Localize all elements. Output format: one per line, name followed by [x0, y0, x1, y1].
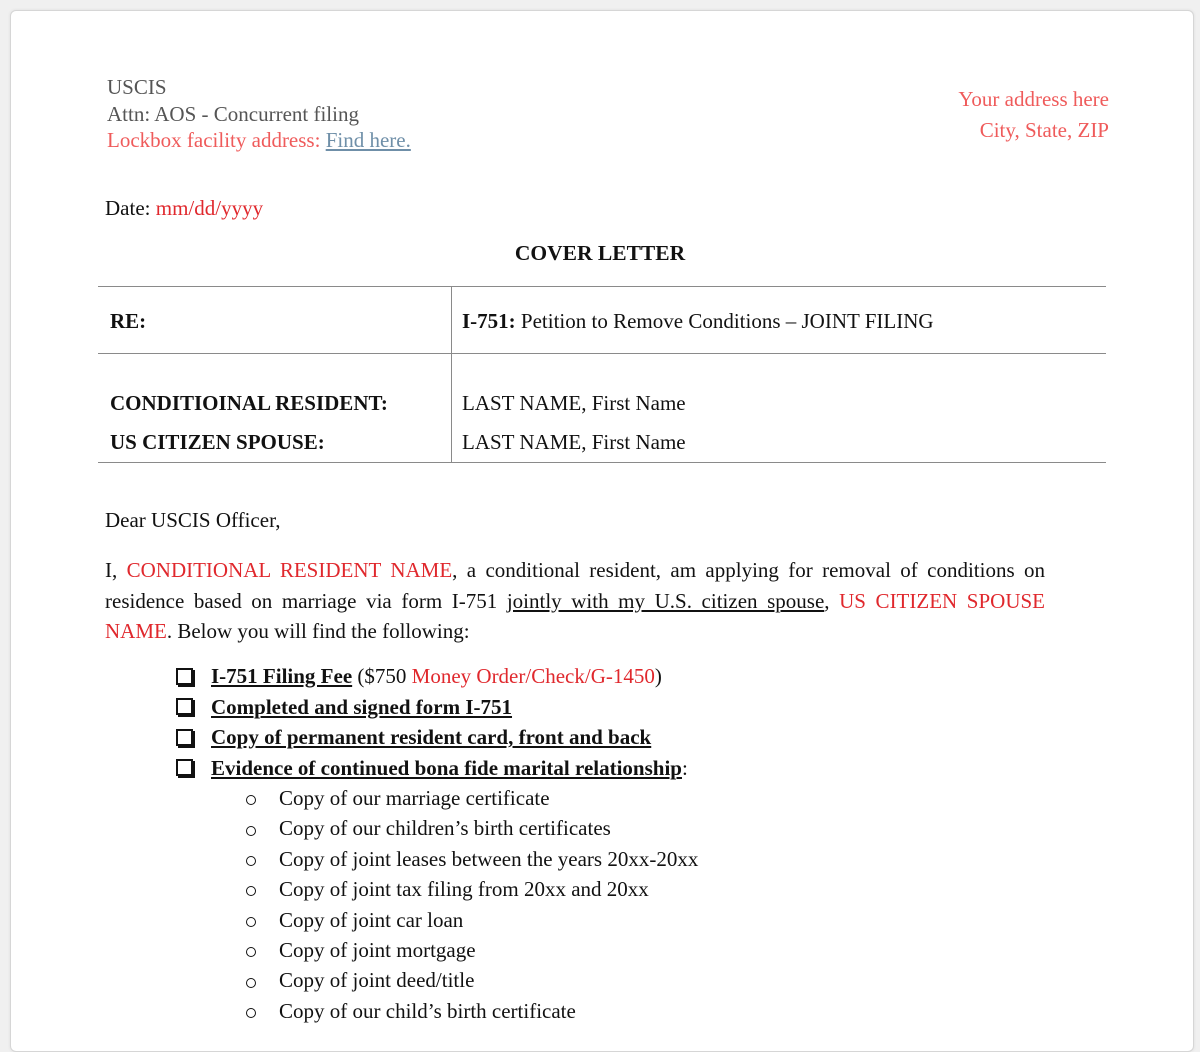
circle-bullet-icon: [246, 856, 256, 866]
checklist-item-form: [176, 692, 688, 723]
card-title: Copy of permanent resident card, front and back: [211, 725, 652, 749]
fee-title: I-751 Filing Fee: [211, 664, 353, 688]
names-label-cell: [98, 354, 452, 463]
recipient-address: [107, 74, 411, 154]
resident-name-placeholder: CONDITIONAL RESIDENT NAME: [126, 558, 453, 582]
salutation: Dear USCIS Officer,: [105, 508, 281, 532]
evidence-item: [246, 783, 698, 813]
checkbox-icon[interactable]: [176, 729, 193, 746]
form-title: Completed and signed form I-751: [211, 694, 513, 719]
date-value: mm/dd/yyyy: [155, 196, 264, 220]
evidence-item-text: Copy of joint car loan: [279, 907, 464, 932]
circle-bullet-icon: [246, 1008, 256, 1018]
evidence-item: [246, 996, 698, 1026]
circle-bullet-icon: [246, 947, 256, 957]
evidence-item-text: Copy of our marriage certificate: [279, 786, 550, 810]
document-checklist: [176, 661, 688, 783]
evidence-item-text: Copy of joint tax filing from 20xx and 20xx: [279, 877, 649, 902]
evidence-item: [246, 844, 698, 874]
resident-label: CONDITIOINAL RESIDENT:: [110, 391, 388, 415]
p1-start: I,: [105, 558, 127, 582]
recipient-line1: USCIS: [107, 75, 167, 99]
lockbox-label: Lockbox facility address:: [107, 128, 326, 152]
resident-name: LAST NAME, First Name: [462, 391, 686, 415]
spouse-name-placeholder: US CITIZEN SPOUSE NAME: [105, 588, 1045, 643]
evidence-item-text: Copy of joint mortgage: [279, 937, 476, 962]
re-value: [462, 287, 1106, 334]
checklist-item-evidence: [176, 753, 688, 784]
re-row: [98, 287, 1106, 354]
fee-close: ): [654, 664, 662, 688]
circle-bullet-icon: [246, 978, 256, 988]
re-label-cell: [98, 287, 452, 354]
circle-bullet-icon: [246, 795, 256, 805]
spouse-name: LAST NAME, First Name: [462, 430, 686, 454]
re-form-number: I-751:: [462, 309, 516, 333]
date-line: [105, 196, 263, 221]
date-label: Date:: [105, 196, 156, 220]
evidence-item: [246, 905, 698, 935]
names-value-cell: [452, 354, 1107, 463]
sender-address-line: Your address here: [958, 87, 1109, 111]
circle-bullet-icon: [246, 917, 256, 927]
fee-methods: Money Order/Check/G-1450: [411, 664, 655, 688]
document-heading: COVER LETTER: [514, 241, 686, 265]
evidence-item-text: Copy of our child’s birth certificate: [279, 998, 576, 1023]
sender-address: [958, 84, 1109, 146]
lockbox-link[interactable]: Find here.: [325, 128, 411, 152]
evidence-item: [246, 935, 698, 965]
p1-mid: , a conditional resident, am applying for removal of conditions on residence based on marriage via form I-751: [105, 558, 1045, 613]
evidence-item: [246, 965, 698, 995]
circle-bullet-icon: [246, 886, 256, 896]
lockbox-line: [107, 127, 411, 154]
evidence-item: [246, 874, 698, 904]
checkbox-icon[interactable]: [176, 668, 193, 685]
spouse-label: US CITIZEN SPOUSE:: [110, 430, 325, 454]
intro-paragraph: [105, 555, 1045, 647]
re-value-cell: [452, 287, 1107, 354]
checkbox-icon[interactable]: [176, 759, 193, 776]
names-row: [98, 354, 1106, 463]
checkbox-icon[interactable]: [176, 698, 193, 715]
evidence-item-text: Copy of our children’s birth certificates: [279, 816, 611, 841]
sender-city-line: City, State, ZIP: [979, 118, 1109, 142]
evidence-item-text: Copy of joint leases between the years 20xx-20xx: [279, 846, 699, 871]
re-table: [98, 286, 1106, 463]
p1-end: . Below you will find the following:: [166, 619, 470, 643]
evidence-item: [246, 813, 698, 843]
recipient-line2: Attn: AOS - Concurrent filing: [107, 101, 359, 126]
p1-comma: ,: [824, 588, 840, 613]
evidence-title: Evidence of continued bona fide marital relationship: [211, 755, 682, 780]
circle-bullet-icon: [246, 826, 256, 836]
evidence-item-text: Copy of joint deed/title: [279, 968, 475, 993]
checklist-item-card: [176, 722, 688, 753]
evidence-colon: :: [681, 755, 688, 780]
fee-open: ($750: [352, 664, 412, 688]
re-label: RE:: [110, 309, 147, 333]
checklist-item-fee: [176, 661, 688, 692]
re-text: Petition to Remove Conditions – JOINT FILING: [515, 309, 934, 333]
evidence-sublist: [246, 783, 698, 1026]
jointly-phrase: jointly with my U.S. citizen spouse: [506, 588, 825, 613]
